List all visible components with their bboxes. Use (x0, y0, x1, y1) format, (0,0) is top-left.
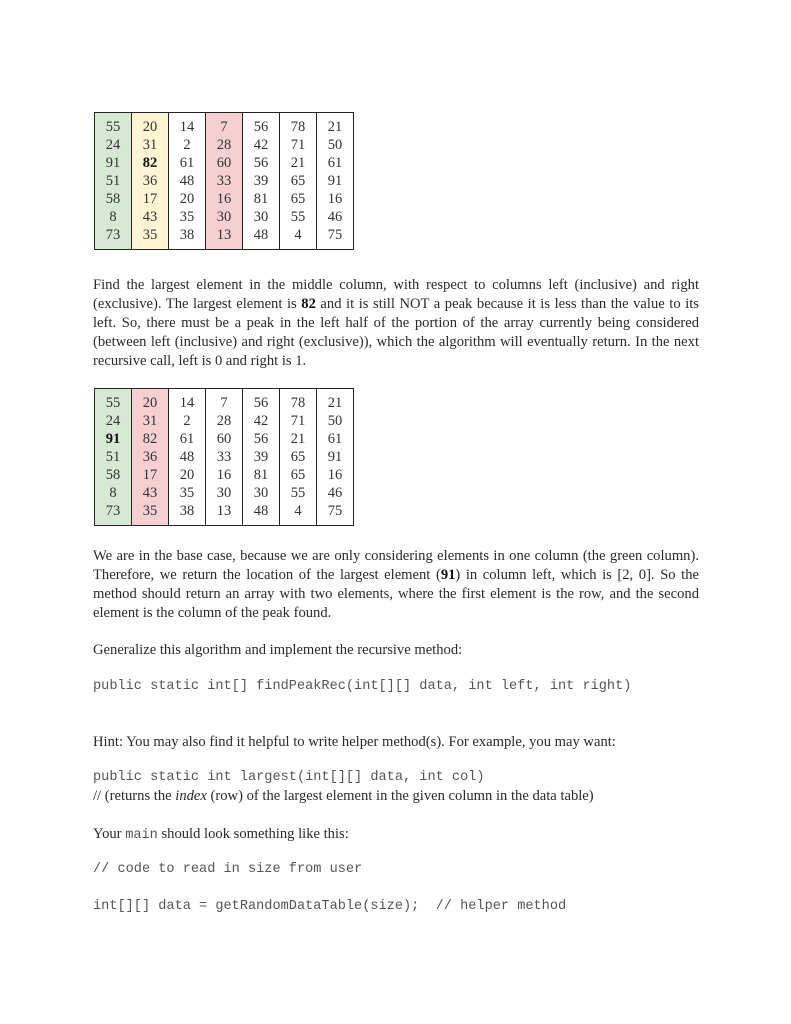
table-cell: 35 (132, 502, 169, 526)
table-cell: 65 (280, 190, 317, 208)
table-cell: 31 (132, 412, 169, 430)
table-cell: 2 (169, 412, 206, 430)
table-cell: 65 (280, 172, 317, 190)
text: // (returns the (93, 788, 176, 804)
table-cell: 61 (317, 154, 354, 172)
table-cell: 78 (280, 113, 317, 137)
table-cell: 58 (95, 190, 132, 208)
table-cell: 33 (206, 448, 243, 466)
table-cell: 48 (169, 448, 206, 466)
bold-value: 82 (301, 296, 316, 312)
table-cell: 30 (243, 208, 280, 226)
table-cell: 71 (280, 136, 317, 154)
code-comment-read-size: // code to read in size from user (93, 862, 363, 877)
paragraph-generalize: Generalize this algorithm and implement the recursive method: (93, 642, 463, 658)
inline-code-main: main (125, 828, 158, 843)
data-table-2 (94, 388, 354, 526)
table-cell: 60 (206, 154, 243, 172)
table-cell: 55 (280, 484, 317, 502)
text: We are in the base case, because we are only considering elements in one column (the green column). Therefore, we return the location of the largest element ( (93, 548, 699, 583)
table-row (95, 190, 354, 208)
table-cell: 8 (95, 484, 132, 502)
paragraph-base-case (93, 547, 699, 623)
table-cell: 55 (95, 389, 132, 413)
table-cell: 28 (206, 412, 243, 430)
italic-word: index (175, 788, 207, 804)
table-cell: 61 (169, 430, 206, 448)
table-cell: 42 (243, 412, 280, 430)
table-cell: 50 (317, 136, 354, 154)
table-cell: 39 (243, 172, 280, 190)
table-cell: 65 (280, 466, 317, 484)
table-row (95, 448, 354, 466)
table-cell: 46 (317, 208, 354, 226)
table-cell: 81 (243, 466, 280, 484)
table-cell: 16 (317, 190, 354, 208)
table-cell: 82 (132, 430, 169, 448)
table-cell-highlighted: 82 (132, 154, 169, 172)
table-cell: 56 (243, 389, 280, 413)
table-cell: 48 (243, 502, 280, 526)
bold-value: 91 (440, 567, 456, 583)
comment-line (93, 788, 594, 805)
table-cell: 17 (132, 190, 169, 208)
table-cell: 91 (317, 172, 354, 190)
table-row (95, 136, 354, 154)
table-row (95, 484, 354, 502)
text: Find the largest element in the middle column, with respect to columns left (inclusive) and right (exclusive). The largest element is (93, 277, 699, 312)
table-cell: 65 (280, 448, 317, 466)
table-cell: 24 (95, 136, 132, 154)
table-cell: 56 (243, 113, 280, 137)
table-cell: 13 (206, 502, 243, 526)
table-cell: 17 (132, 466, 169, 484)
paragraph-middle-column (93, 276, 699, 371)
table-cell: 14 (169, 113, 206, 137)
table-cell: 39 (243, 448, 280, 466)
table-cell: 16 (206, 190, 243, 208)
text: ) in column left, which is [2, 0]. So the method should return an array with two elements, where the first element is the row, and the second element is the column of the peak found. (93, 567, 699, 621)
table-cell: 21 (280, 430, 317, 448)
table-cell: 75 (317, 226, 354, 250)
table-cell: 28 (206, 136, 243, 154)
data-table-1 (94, 112, 354, 250)
table-cell: 7 (206, 389, 243, 413)
table-cell: 36 (132, 448, 169, 466)
table-cell: 38 (169, 226, 206, 250)
table-cell: 61 (317, 430, 354, 448)
table-cell: 55 (280, 208, 317, 226)
code-signature-findpeakrec: public static int[] findPeakRec(int[][] data, int left, int right) (93, 679, 632, 694)
table-cell: 61 (169, 154, 206, 172)
table-row (95, 208, 354, 226)
table-cell: 46 (317, 484, 354, 502)
table-cell: 7 (206, 113, 243, 137)
table-cell: 30 (206, 208, 243, 226)
table-cell: 36 (132, 172, 169, 190)
table-cell: 50 (317, 412, 354, 430)
table-cell: 30 (243, 484, 280, 502)
table-cell: 81 (243, 190, 280, 208)
table-cell: 48 (169, 172, 206, 190)
table-cell: 16 (317, 466, 354, 484)
table-cell: 35 (169, 208, 206, 226)
table-cell: 43 (132, 208, 169, 226)
table-cell: 8 (95, 208, 132, 226)
table-cell: 2 (169, 136, 206, 154)
table-row (95, 466, 354, 484)
table-row (95, 226, 354, 250)
text: (row) of the largest element in the given column in the data table) (206, 788, 594, 804)
table-cell: 14 (169, 389, 206, 413)
paragraph-hint: Hint: You may also find it helpful to write helper method(s). For example, you may want: (93, 734, 616, 750)
table-cell: 73 (95, 226, 132, 250)
table-cell: 91 (95, 154, 132, 172)
table-cell: 78 (280, 389, 317, 413)
table-row (95, 154, 354, 172)
table-cell: 75 (317, 502, 354, 526)
table-row (95, 113, 354, 137)
text: and it is still NOT a peak because it is less than the value to its left. So, there must be a peak in the left half of the portion of the array currently being considered (between left (inclusive) and right (exclusive)), which the algorithm will eventually return. In the next recursive call, left is 0 and right is 1. (93, 296, 699, 369)
table-cell: 56 (243, 430, 280, 448)
table-cell: 42 (243, 136, 280, 154)
table-cell: 20 (132, 113, 169, 137)
code-data-table-line: int[][] data = getRandomDataTable(size); // helper method (93, 899, 567, 914)
code-signature-largest: public static int largest(int[][] data, int col) (93, 770, 485, 785)
table-cell: 51 (95, 448, 132, 466)
table-cell: 48 (243, 226, 280, 250)
table-cell: 13 (206, 226, 243, 250)
table-row (95, 389, 354, 413)
table-cell: 30 (206, 484, 243, 502)
text: should look something like this: (157, 826, 349, 842)
table-cell: 21 (280, 154, 317, 172)
table-cell: 33 (206, 172, 243, 190)
table-cell-highlighted: 91 (95, 430, 132, 448)
table-cell: 56 (243, 154, 280, 172)
table-cell: 20 (169, 466, 206, 484)
table-cell: 60 (206, 430, 243, 448)
table-cell: 4 (280, 502, 317, 526)
table-cell: 4 (280, 226, 317, 250)
table-cell: 38 (169, 502, 206, 526)
table-cell: 24 (95, 412, 132, 430)
table-cell: 35 (169, 484, 206, 502)
table-row (95, 412, 354, 430)
table-cell: 51 (95, 172, 132, 190)
table-cell: 21 (317, 113, 354, 137)
paragraph-main (93, 825, 699, 845)
text: Your (93, 826, 126, 842)
table-cell: 31 (132, 136, 169, 154)
table-cell: 20 (132, 389, 169, 413)
table-row (95, 430, 354, 448)
table-cell: 35 (132, 226, 169, 250)
table-cell: 55 (95, 113, 132, 137)
table-cell: 16 (206, 466, 243, 484)
table-cell: 43 (132, 484, 169, 502)
table-cell: 73 (95, 502, 132, 526)
table-cell: 58 (95, 466, 132, 484)
table-row (95, 502, 354, 526)
table-row (95, 172, 354, 190)
table-cell: 21 (317, 389, 354, 413)
table-cell: 91 (317, 448, 354, 466)
table-cell: 20 (169, 190, 206, 208)
table-cell: 71 (280, 412, 317, 430)
